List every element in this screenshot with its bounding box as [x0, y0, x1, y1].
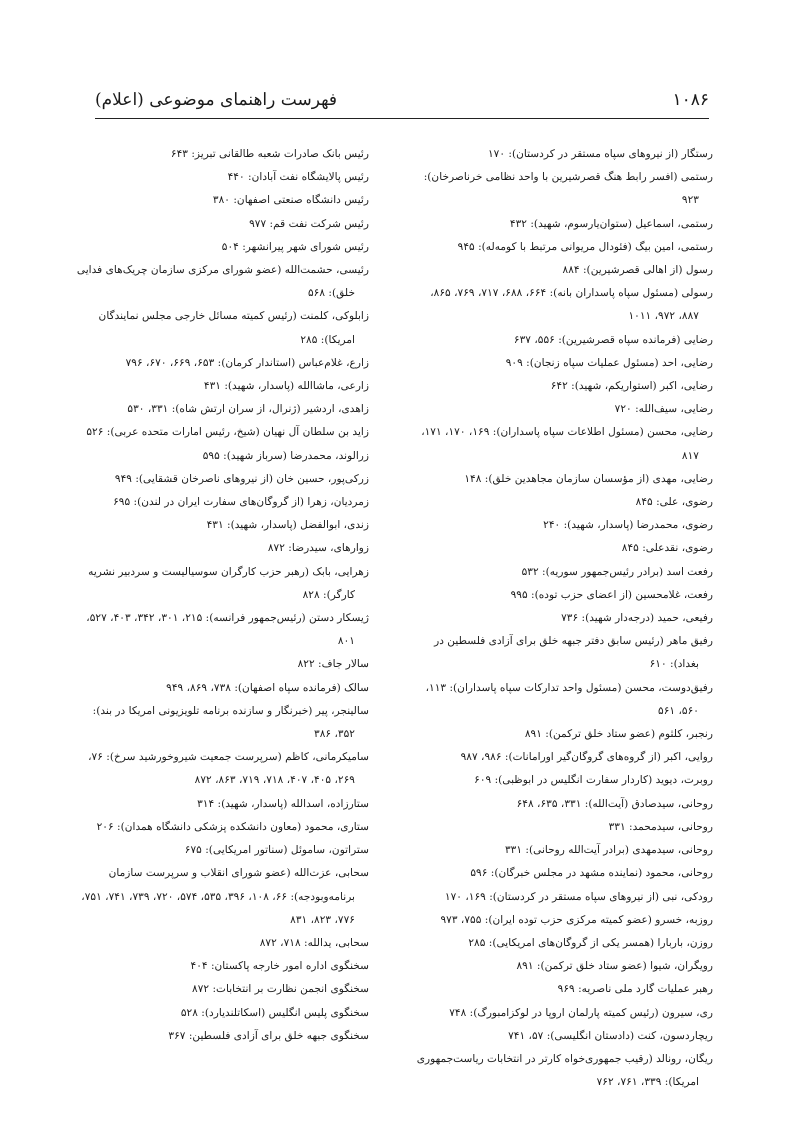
index-entry: سالک (فرمانده سپاه اصفهان): ۷۳۸، ۸۶۹، ۹۴۹ [166, 681, 369, 694]
index-entry: ری، سیرون (رئیس کمیته پارلمان اروپا در لوکزامبورگ): ۷۴۸ [449, 1006, 713, 1019]
index-entry: زابلوکی، کلمنت (رئیس کمیته مسائل خارجی مجلس نمایندگان امریکا): ۲۸۵ [98, 310, 369, 346]
index-entry: رسول (از اهالی قصرشیرین): ۸۸۴ [562, 264, 713, 277]
index-entry: زمردیان، زهرا (از گروگان‌های سفارت ایران در لندن): ۶۹۵ [113, 496, 369, 509]
index-entry: روبرت، دیوید (کاردار سفارت انگلیس در ابوظبی): ۶۰۹ [474, 774, 713, 787]
index-column-right [413, 143, 713, 1094]
index-entry: رضوی، محمدرضا (پاسدار، شهید): ۲۴۰ [543, 519, 713, 532]
index-entry: رئیس شورای شهر پیرانشهر: ۵۰۴ [221, 240, 369, 253]
index-entry: رهبر عملیات گارد ملی ناصریه: ۹۶۹ [557, 983, 713, 996]
index-entry: ریچاردسون، کنت (دادستان انگلیسی): ۵۷، ۷۴۱ [508, 1029, 713, 1042]
index-entry: روایی، اکبر (از گروه‌های گروگان‌گیر اورامانات): ۹۸۶، ۹۸۷ [460, 751, 713, 764]
index-entry: رودکی، نبی (از نیروهای سپاه مستقر در کردستان): ۱۶۹، ۱۷۰ [444, 890, 713, 903]
index-entry: رستگار (از نیروهای سپاه مستقر در کردستان): ۱۷۰ [487, 148, 713, 160]
index-entry: زاید بن سلطان آل نهیان (شیخ، رئیس امارات متحده عربی): ۵۲۶ [86, 426, 369, 439]
index-entry: روحانی، سیدصادق (آیت‌الله): ۳۳۱، ۶۳۵، ۶۴۸ [516, 797, 713, 810]
index-entry: رستمی (افسر رابط هنگ قصرشیرین با واحد نظامی خرناصرخان): ۹۲۳ [423, 171, 713, 207]
index-entry: رستمی، امین بیگ (فئودال مریوانی مرتبط با کومه‌له): ۹۴۵ [457, 240, 713, 253]
index-entry: ستارزاده، اسدالله (پاسدار، شهید): ۳۱۴ [197, 797, 369, 810]
index-entry: سخنگوی پلیس انگلیس (اسکاتلندیارد): ۵۲۸ [180, 1006, 369, 1019]
index-entry: رضوی، علی: ۸۴۵ [635, 496, 713, 509]
index-entry: رفعت، غلامحسین (از اعضای حزب توده): ۹۹۵ [510, 588, 713, 601]
index-entry: روزن، باربارا (همسر یکی از گروگان‌های امریکایی): ۲۸۵ [468, 936, 713, 949]
index-entry: رفیق ماهر (رئیس سابق دفتر جبهه خلق برای آزادی فلسطین در بغداد): ۶۱۰ [434, 635, 713, 671]
index-entry: زوارهای، سیدرضا: ۸۷۲ [267, 542, 369, 555]
index-entry: سالینجر، پیر (خبرنگار و سازنده برنامه تلویزیونی امریکا در بند): ۳۵۲، ۳۸۶ [92, 704, 369, 741]
index-entry: رئیس شرکت نفت قم: ۹۷۷ [249, 217, 369, 230]
index-entry: روحانی، سیدمحمد: ۳۳۱ [608, 820, 713, 833]
index-entry: سخنگوی اداره امور خارجه پاکستان: ۴۰۴ [190, 960, 369, 973]
index-entry: سحابی، عزت‌الله (عضو شورای انقلاب و سرپرست سازمان برنامه‌وبودجه): ۶۶، ۱۰۸، ۳۹۶، ۵۳۵، ۵۷۴، ۷۲۰، ۷۳۹، ۷۴۱، ۷۵۱، ۷۷۶، ۸۲۳، ۸۳۱ [81, 867, 369, 926]
index-entry: رئیس بانک صادرات شعبه طالقانی تبریز: ۶۴۳ [170, 148, 369, 160]
index-entry: سامیکرمانی، کاظم (سرپرست جمعیت شیروخورشید سرخ): ۷۶، ۲۶۹، ۴۰۵، ۴۰۷، ۷۱۸، ۷۱۹، ۸۶۳، ۸۷۲ [88, 751, 369, 787]
index-entry: زندی، ابوالفضل (پاسدار، شهید): ۴۳۱ [206, 519, 369, 532]
index-entry: سحابی، یدالله: ۷۱۸، ۸۷۲ [259, 936, 369, 949]
index-entry: سالار جاف: ۸۲۲ [297, 658, 369, 671]
index-entry: روحانی، سیدمهدی (برادر آیت‌الله روحانی): ۳۳۱ [504, 844, 713, 857]
index-entry: رضایی، احد (مسئول عملیات سپاه زنجان): ۹۰۹ [505, 356, 713, 369]
running-title: فهرست راهنمای موضوعی (اعلام) [95, 90, 338, 110]
index-entry: روزبه، خسرو (عضو کمیته مرکزی حزب توده ایران): ۷۵۵، ۹۷۳ [440, 913, 713, 926]
index-entry: رضایی، سیف‌الله: ۷۲۰ [614, 403, 713, 416]
index-entry: رئیس پالایشگاه نفت آبادان: ۴۴۰ [227, 171, 369, 184]
index-entry: زارع، غلام‌عباس (استاندار کرمان): ۶۵۳، ۶۶۹، ۶۷۰، ۷۹۶ [125, 356, 369, 369]
page-number: ۱۰۸۶ [672, 90, 709, 110]
index-entry: ژیسکار دستن (رئیس‌جمهور فرانسه): ۲۱۵، ۳۰۱، ۳۴۲، ۴۰۳، ۵۲۷، ۸۰۱ [86, 612, 369, 648]
index-entry: ستاری، محمود (معاون دانشکده پزشکی دانشگاه همدان): ۲۰۶ [96, 820, 369, 833]
index-entry: رفیق‌دوست، محسن (مسئول واحد تدارکات سپاه پاسداران): ۱۱۳، ۵۶۰، ۵۶۱ [425, 681, 713, 717]
index-entry: رئیسی، حشمت‌الله (عضو شورای مرکزی سازمان چریک‌های فدایی خلق): ۵۶۸ [76, 264, 369, 300]
index-entry: روحانی، محمود (نماینده مشهد در مجلس خبرگان): ۵۹۶ [470, 867, 713, 880]
index-entry: زاهدی، اردشیر (ژنرال، از سران ارتش شاه): ۳۳۱، ۵۳۰ [127, 403, 369, 416]
index-entry: زارعی، ماشاالله (پاسدار، شهید): ۴۳۱ [203, 380, 369, 393]
index-entry: سخنگوی جبهه خلق برای آزادی فلسطین: ۳۶۷ [168, 1029, 369, 1042]
index-entry: رضایی، محسن (مسئول اطلاعات سپاه پاسداران): ۱۶۹، ۱۷۰، ۱۷۱، ۸۱۷ [421, 426, 713, 462]
index-entry: رضایی، اکبر (استواریکم، شهید): ۶۴۲ [550, 380, 713, 393]
index-entry: رفعت اسد (برادر رئیس‌جمهور سوریه): ۵۳۲ [521, 565, 713, 578]
index-entry: ستراتون، ساموئل (سناتور امریکایی): ۶۷۵ [184, 844, 369, 857]
page-header [95, 88, 709, 119]
index-entry: سخنگوی انجمن نظارت بر انتخابات: ۸۷۲ [192, 983, 369, 996]
index-entry: رویگران، شیوا (عضو ستاد خلق ترکمن): ۸۹۱ [516, 960, 713, 973]
index-entry: رضوی، نقدعلی: ۸۴۵ [621, 542, 713, 555]
index-column-left [69, 143, 369, 1048]
index-entry: رنجبر، کلثوم (عضو ستاد خلق ترکمن): ۸۹۱ [524, 728, 713, 741]
index-entry: رسولی (مسئول سپاه پاسداران بانه): ۶۶۴، ۶۸۸، ۷۱۷، ۷۶۹، ۸۶۵، ۸۸۷، ۹۷۲، ۱۰۱۱ [430, 287, 713, 323]
index-entry: زهرایی، بابک (رهبر حزب کارگران سوسیالیست و سردبیر نشریه کارگر): ۸۲۸ [88, 565, 369, 601]
index-entry: زرالوند، محمدرضا (سرباز شهید): ۵۹۵ [202, 449, 369, 462]
index-entry: رضایی (فرمانده سپاه قصرشیرین): ۵۵۶، ۶۳۷ [513, 333, 713, 346]
index-entry: رستمی، اسماعیل (ستوان‌یارسوم، شهید): ۴۳۲ [509, 217, 713, 230]
index-entry: رضایی، مهدی (از مؤسسان سازمان مجاهدین خلق): ۱۴۸ [464, 472, 713, 485]
index-entry: زرکی‌پور، حسین خان (از نیروهای ناصرخان قشقایی): ۹۴۹ [114, 472, 369, 485]
index-entry: رئیس دانشگاه صنعتی اصفهان: ۳۸۰ [212, 194, 369, 207]
index-entry: رفیعی، حمید (درجه‌دار شهید): ۷۳۶ [561, 612, 713, 625]
index-entry: ریگان، رونالد (رقیب جمهوری‌خواه کارتر در انتخابات ریاست‌جمهوری امریکا): ۳۳۹، ۷۶۱، ۷۶۲ [416, 1052, 713, 1089]
